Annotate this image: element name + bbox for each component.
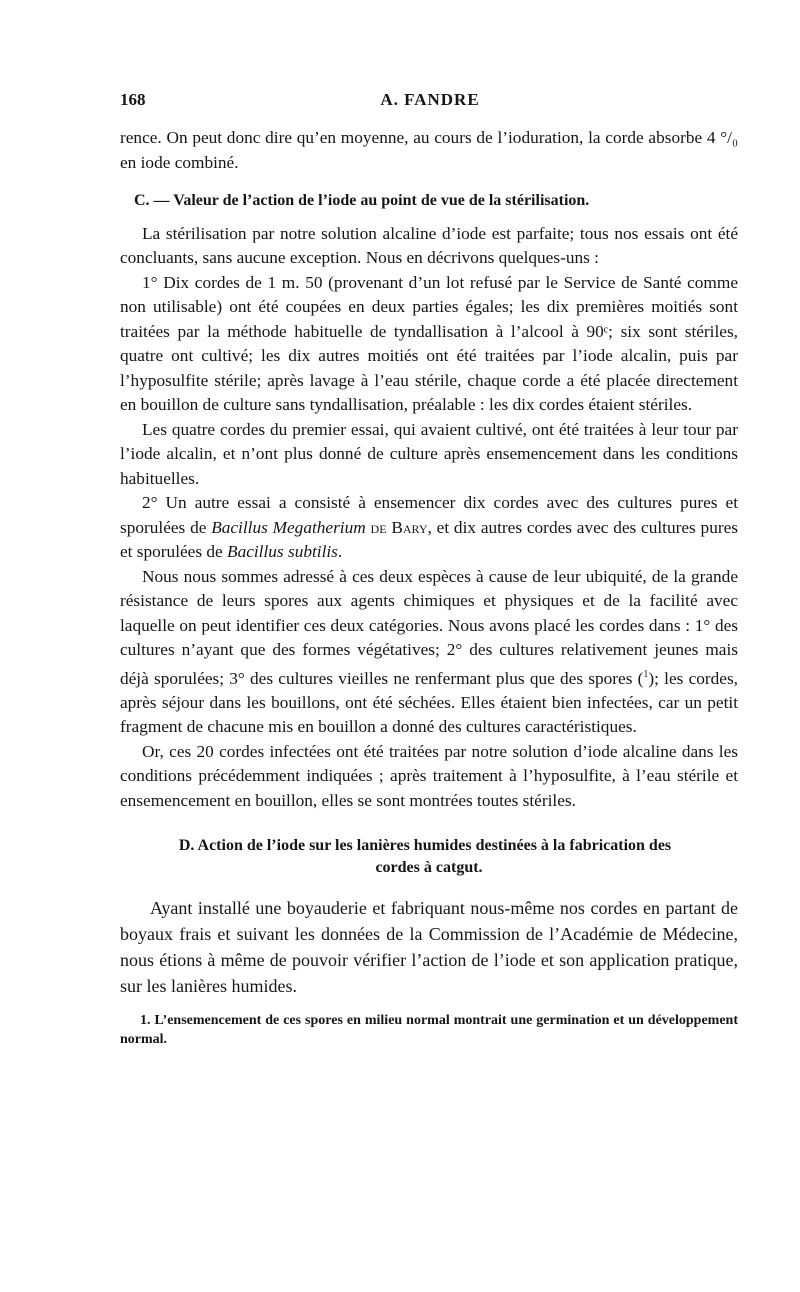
- footnote-reference[interactable]: 1: [643, 668, 649, 680]
- body-text: [120, 126, 738, 1049]
- experiment-2-text-a: 2° Un autre essai a consisté à ensemencer dix cordes avec des cultures pures et sporulées de: [120, 493, 738, 537]
- experiment-2-text-b: , et dix autres cordes avec des cultures pures et sporulées de: [120, 517, 738, 561]
- page-number: 168: [120, 90, 146, 109]
- page-header: [120, 90, 740, 116]
- section-heading-d-line-2: cordes à catgut.: [375, 859, 483, 877]
- paragraph-sterilisation: La stérilisation par notre solution alcaline d’iode est parfaite; tous nos essais ont été concluants, sans aucune exception. Nous en décrivons quelques-uns :: [120, 223, 738, 267]
- paragraph-experiment-2: [120, 491, 738, 565]
- experiment-2-text-c: .: [337, 542, 343, 561]
- paragraph-boyauderie: Ayant installé une boyauderie et fabriquant nous-même nos cordes en partant de boyaux frais et suivant les données de la Commission de l’Académie de Médecine, nous étions à même de pouvoir vérifier l’action de l’iode et son application pratique, sur les lanières humides.: [120, 898, 738, 997]
- rationale-text-b: ); les cordes, après séjour dans les bouillons, ont été séchées. Elles étaient bien infectées, car un petit fragment de chacune mis en bouillon a donné des cultures caractéristiques.: [120, 668, 738, 737]
- section-heading-c: C. — Valeur de l’action de l’iode au point de vue de la stérilisation.: [134, 192, 590, 209]
- species-subtilis: Bacillus subtilis: [227, 542, 338, 561]
- paragraph-continuation: rence. On peut donc dire qu’en moyenne, au cours de l’ioduration, la corde absorbe 4 °/₀ en iode combiné.: [120, 128, 738, 172]
- paragraph-retreatment: Les quatre cordes du premier essai, qui avaient cultivé, ont été traitées à leur tour par l’iode alcalin, et n’ont plus donné de culture après ensemencement dans les conditions habituelles.: [120, 419, 738, 488]
- footnote: 1. L’ensemencement de ces spores en milieu normal montrait une germination et un développement normal.: [120, 1013, 738, 1048]
- running-head: A. FANDRE: [380, 90, 480, 109]
- paragraph-experiment-1: 1° Dix cordes de 1 m. 50 (provenant d’un lot refusé par le Service de Santé comme non utilisable) ont été coupées en deux parties égales; les dix premières moitiés sont traitées par la méthode habituelle de tyndallisation à l’alcool à 90ᶜ; six sont stériles, quatre ont cultivé; les dix autres moitiés ont été traitées par l’iode alcalin, puis par l’hyposulfite stérile; après lavage à l’eau stérile, chaque corde a été placée directement en bouillon de culture sans tyndallisation, préalable : les dix cordes étaient stériles.: [120, 272, 738, 414]
- rationale-text-a: Nous nous sommes adressé à ces deux espèces à cause de leur ubiquité, de la grande résistance de leurs spores aux agents chimiques et physiques et de la facilité avec laquelle on peut identifier ces deux catégories. Nous avons placé les cordes dans : 1° des cultures n’ayant que des formes végétatives; 2° des cultures relativement jeunes mais déjà sporulées; 3° des cultures vieilles ne renfermant plus que des spores (: [120, 566, 738, 688]
- species-megatherium: Bacillus Megatherium: [211, 517, 366, 537]
- paragraph-species-rationale: [120, 565, 738, 740]
- section-heading-d: [120, 835, 738, 879]
- species-author: de Bary: [370, 517, 428, 537]
- section-heading-d-line-1: D. Action de l’iode sur les lanières humides destinées à la fabrication des: [178, 837, 672, 855]
- paragraph-result: Or, ces 20 cordes infectées ont été traitées par notre solution d’iode alcaline dans les conditions précédemment indiquées ; après traitement à l’hyposulfite, à l’eau stérile et ensemencement en bouillon, elles se sont montrées toutes stériles.: [120, 741, 738, 810]
